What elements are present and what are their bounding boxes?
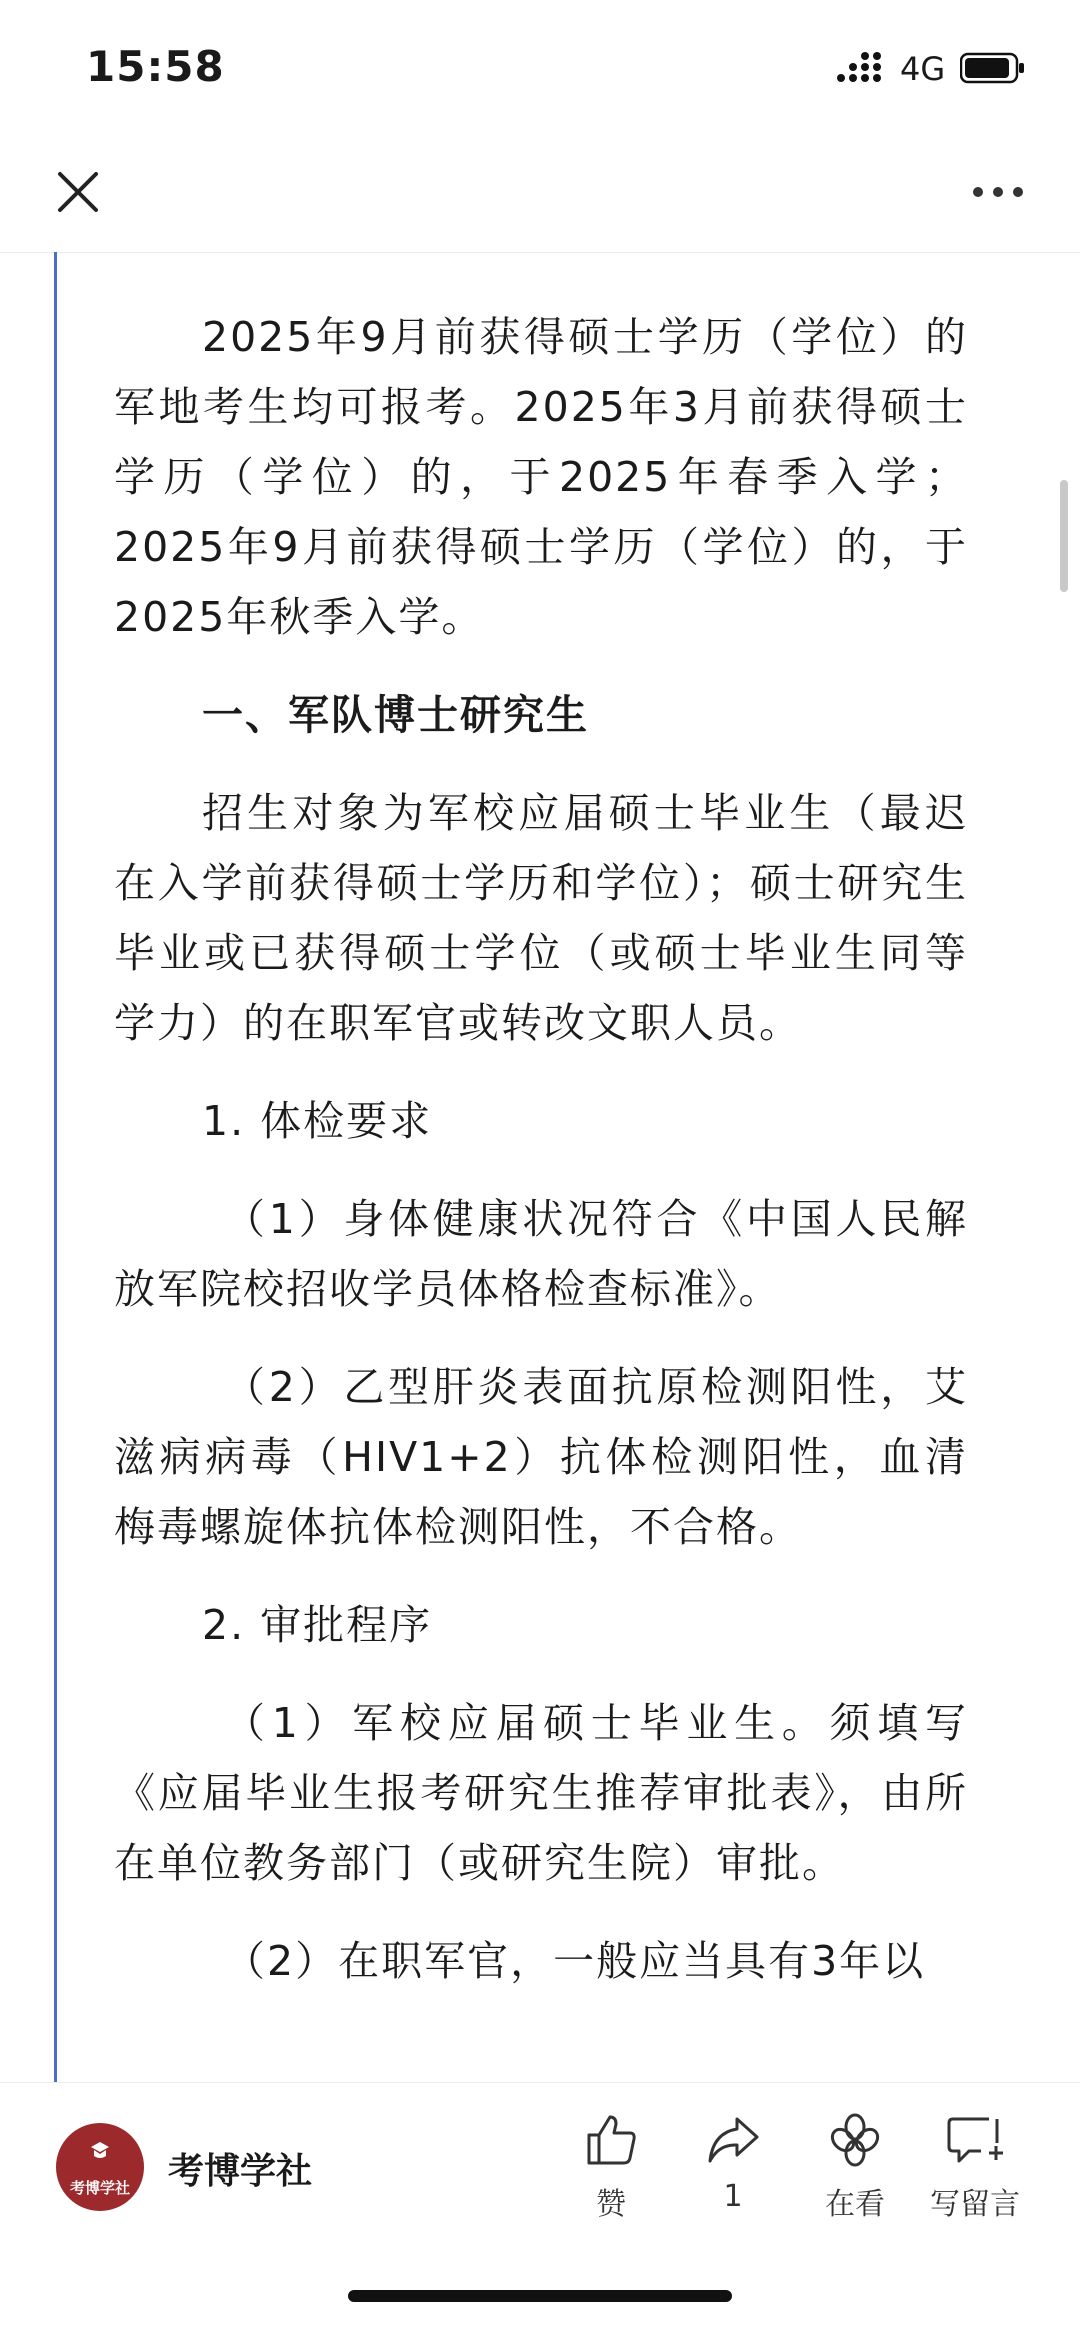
paragraph: 2025年9月前获得硕士学历（学位）的军地考生均可报考。2025年3月前获得硕士学历（学位）的，于2025年春季入学；2025年9月前获得硕士学历（学位）的，于2025年秋季入学。 <box>114 313 968 641</box>
quote-bar <box>54 252 57 2082</box>
subsection-heading: 2. 审批程序 <box>202 1601 433 1649</box>
thumbs-up-icon <box>583 2113 639 2167</box>
top-nav-bar <box>0 140 1080 253</box>
comment-plus-icon <box>945 2113 1005 2167</box>
status-bar <box>0 0 1080 140</box>
like-label: 赞 <box>596 2187 626 2222</box>
section-heading: 一、军队博士研究生 <box>202 691 589 739</box>
scrollbar[interactable] <box>1060 480 1068 592</box>
signal-icon <box>836 52 892 84</box>
close-icon[interactable] <box>52 166 104 218</box>
avatar-logo-text: 考博学社 <box>69 2179 130 2197</box>
share-button[interactable] <box>678 2113 788 2214</box>
graduation-cap-icon <box>90 2141 110 2163</box>
paragraph: （1）军校应届硕士毕业生。须填写《应届毕业生报考研究生推荐审批表》，由所在单位教务部门（或研究生院）审批。 <box>114 1699 968 1887</box>
comment-button[interactable] <box>920 2113 1030 2223</box>
article-content <box>114 302 968 2024</box>
article-body[interactable] <box>0 252 1080 2082</box>
account-name[interactable]: 考博学社 <box>168 2151 313 2192</box>
like-button[interactable] <box>556 2113 666 2223</box>
share-icon <box>705 2113 761 2167</box>
watching-label: 在看 <box>825 2187 885 2222</box>
watching-button[interactable] <box>800 2113 910 2223</box>
avatar[interactable] <box>56 2123 144 2211</box>
more-icon[interactable] <box>968 172 1028 212</box>
subsection-heading: 1. 体检要求 <box>202 1097 433 1145</box>
home-indicator[interactable] <box>348 2290 732 2302</box>
status-time: 15:58 <box>86 42 225 91</box>
share-count: 1 <box>723 2179 743 2214</box>
paragraph: （1）身体健康状况符合《中国人民解放军院校招收学员体格检查标准》。 <box>114 1195 968 1313</box>
paragraph: （2）在职军官，一般应当具有3年以 <box>224 1937 926 1985</box>
battery-icon <box>960 52 1026 84</box>
paragraph: 招生对象为军校应届硕士毕业生（最迟在入学前获得硕士学历和学位）；硕士研究生毕业或已获得硕士学位（或硕士毕业生同等学力）的在职军官或转改文职人员。 <box>114 789 968 1047</box>
comment-label: 写留言 <box>930 2187 1020 2222</box>
network-type: 4G <box>900 50 946 88</box>
paragraph: （2）乙型肝炎表面抗原检测阳性，艾滋病病毒（HIV1+2）抗体检测阳性，血清梅毒螺旋体抗体检测阳性，不合格。 <box>114 1363 968 1551</box>
watching-flower-icon <box>827 2113 883 2167</box>
